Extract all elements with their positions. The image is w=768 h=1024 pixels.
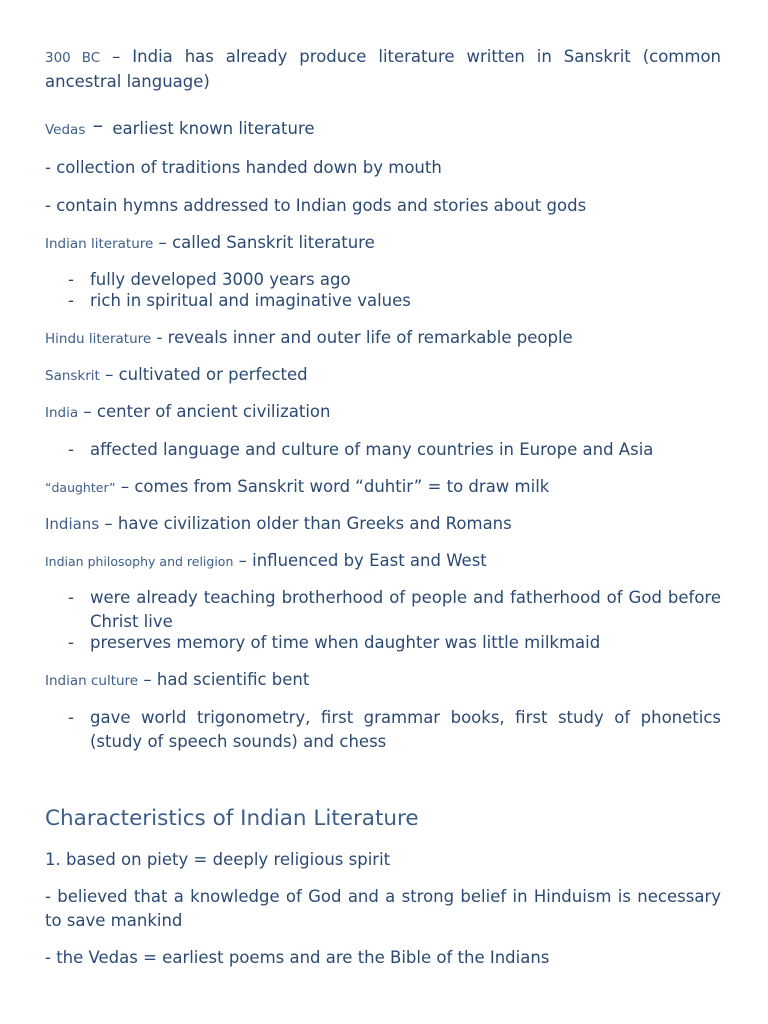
bullet-item [68,438,721,462]
entry-term: Indians [45,515,100,533]
bullet-marker: - [68,440,74,459]
bullet-text: were already teaching brotherhood of people and fatherhood of God before Christ live [90,588,721,631]
entry-indians [45,512,721,536]
entry-term: 300 BC [45,50,101,66]
entry-text: earliest known literature [112,119,315,138]
entry-separator: – [153,233,173,252]
entry-text: India has already produce literature written in Sanskrit (common ancestral language) [45,47,721,91]
entry-indian-literature [45,231,721,256]
entry-text: cultivated or perfected [118,365,308,384]
entry-separator: - [151,328,168,347]
vedas-note-2: - contain hymns addressed to Indian gods and stories about gods [45,196,587,215]
entry-daughter [45,475,721,500]
entry-term: Vedas [45,122,86,138]
bullet-item [68,706,721,754]
entry-separator: – [138,670,157,689]
entry-separator: – [115,477,135,496]
entry-term: Sanskrit [45,368,100,384]
entry-separator: – [233,551,253,570]
section-heading: Characteristics of Indian Literature [45,806,419,831]
entry-hindu-literature [45,326,721,351]
entry-text: reveals inner and outer life of remarkable people [167,328,573,347]
vedas-note-1: - collection of traditions handed down by mouth [45,158,442,177]
entry-indian-culture [45,668,721,693]
bullet-item [68,586,721,634]
entry-separator: – [78,402,97,421]
entry-text: comes from Sanskrit word “duhtir” = to draw milk [134,477,550,496]
bullet-item [68,289,721,313]
bullet-text: preserves memory of time when daughter was little milkmaid [90,633,601,652]
bullet-text: affected language and culture of many countries in Europe and Asia [90,440,654,459]
entry-text: called Sanskrit literature [172,233,375,252]
bullet-item [68,631,721,655]
entry-term: Indian philosophy and religion [45,554,234,569]
entry-separator: – [92,113,104,137]
entry-term: Hindu literature [45,331,152,347]
bullet-text: fully developed 3000 years ago [90,270,351,289]
entry-term: “daughter” [45,480,116,495]
entry-term: India [45,405,79,421]
entry-text: influenced by East and West [252,551,487,570]
entry-vedas [45,115,721,142]
entry-text: have civilization older than Greeks and Romans [117,514,512,533]
section-point-1: 1. based on piety = deeply religious spirit [45,850,391,869]
entry-text: center of ancient civilization [96,402,331,421]
entry-philosophy-religion [45,549,721,574]
entry-term: Indian culture [45,673,139,689]
entry-term: Indian literature [45,236,154,252]
entry-separator: – [99,514,118,533]
entry-separator: – [100,47,133,66]
section-point-3: - the Vedas = earliest poems and are the Bible of the Indians [45,948,550,967]
section-point-2: - believed that a knowledge of God and a strong belief in Hinduism is necessary to save mankind [45,887,721,930]
bullet-marker: - [68,588,74,607]
bullet-text: gave world trigonometry, first grammar books, first study of phonetics (study of speech sounds) and chess [90,708,721,751]
bullet-marker: - [68,708,74,727]
bullet-marker: - [68,633,74,652]
entry-text: had scientific bent [156,670,310,689]
entry-separator: – [99,365,119,384]
entry-india [45,400,721,425]
bullet-marker: - [68,270,74,289]
entry-300bc [45,45,721,94]
bullet-text: rich in spiritual and imaginative values [90,291,411,310]
entry-sanskrit [45,363,721,388]
bullet-marker: - [68,291,74,310]
